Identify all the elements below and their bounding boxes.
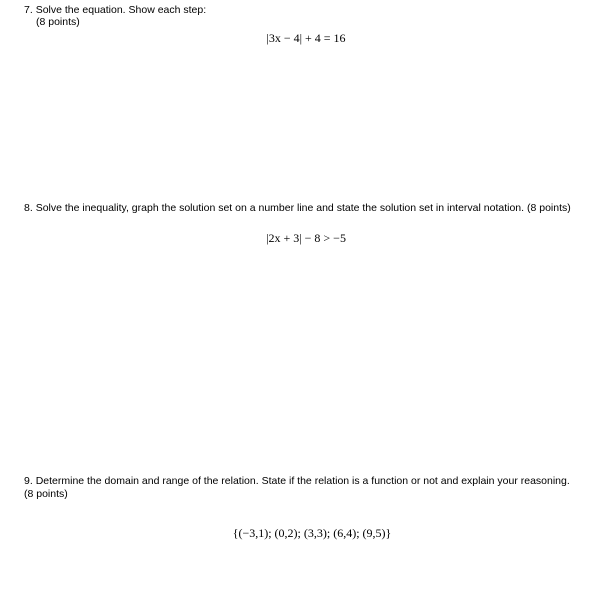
question-9-relation: {(−3,1); (0,2); (3,3); (6,4); (9,5)}	[232, 526, 392, 540]
question-8-header	[24, 202, 571, 215]
question-8-prompt: Solve the inequality, graph the solution set on a number line and state the solution set in interval notation.	[35, 202, 525, 214]
question-7-prompt: Solve the equation. Show each step:	[35, 4, 207, 16]
question-7-number: 7.	[24, 4, 33, 16]
question-9-prompt: Determine the domain and range of the relation. State if the relation is a function or not and explain your reasoning.	[35, 475, 570, 487]
question-8-number: 8.	[24, 202, 33, 214]
question-9-header	[24, 475, 570, 488]
question-7-equation: |3x − 4| + 4 = 16	[266, 31, 346, 45]
question-9-number: 9.	[24, 475, 33, 487]
question-7-points: (8 points)	[36, 16, 80, 28]
question-8-points: (8 points)	[526, 202, 571, 214]
question-8-inequality: |2x + 3| − 8 > −5	[266, 231, 346, 245]
question-9-points: (8 points)	[24, 488, 68, 500]
